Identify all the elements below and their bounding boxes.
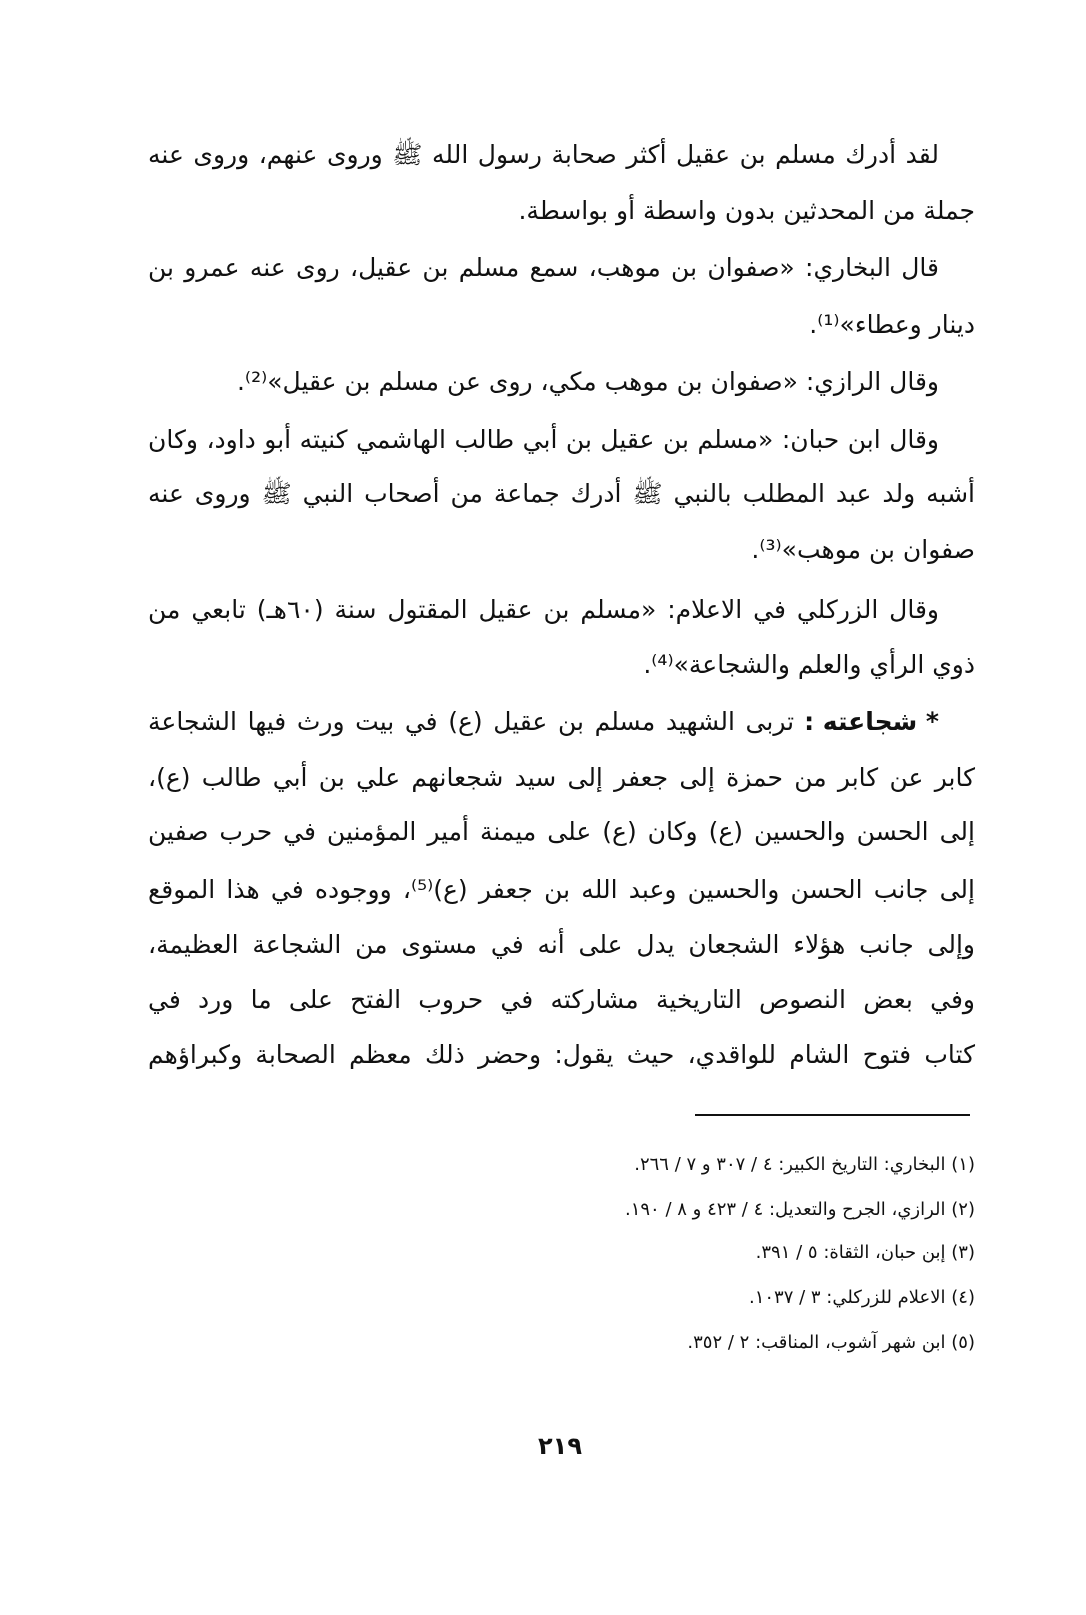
text-line: وقال الزركلي في الاعلام: «مسلم بن عقيل المقتول سنة (٦٠هـ) تابعي من bbox=[148, 595, 939, 624]
text-line: وقال الرازي: «صفوان بن موهب مكي، روى عن مسلم بن عقيل»⁽²⁾. bbox=[236, 367, 939, 396]
footnote: (٣) إبن حبان، الثقاة: ٥ / ٣٩١. bbox=[755, 1242, 975, 1263]
text-line: إلى جانب الحسن والحسين وعبد الله بن جعفر (ع)⁽⁵⁾، ووجوده في هذا الموقع bbox=[148, 875, 975, 904]
section-heading: * شجاعته : bbox=[804, 707, 939, 736]
page-number: ٢١٩ bbox=[538, 1432, 582, 1460]
text-line: لقد أدرك مسلم بن عقيل أكثر صحابة رسول الله ﷺ وروى عنهم، وروى عنه bbox=[148, 140, 939, 169]
footnote-separator bbox=[695, 1114, 970, 1116]
text-line: دينار وعطاء»⁽¹⁾. bbox=[809, 310, 975, 339]
footnote: (٢) الرازي، الجرح والتعديل: ٤ / ٤٢٣ و ٨ / ١٩٠. bbox=[624, 1199, 975, 1220]
footnote: (١) البخاري: التاريخ الكبير: ٤ / ٣٠٧ و ٧ / ٢٦٦. bbox=[634, 1154, 975, 1175]
text-line: إلى الحسن والحسين (ع) وكان (ع) على ميمنة أمير المؤمنين في حرب صفين bbox=[148, 817, 975, 846]
text-line: كتاب فتوح الشام للواقدي، حيث يقول: وحضر ذلك معظم الصحابة وكبراؤهم bbox=[148, 1040, 975, 1069]
section-line bbox=[148, 702, 975, 742]
text-line: وإلى جانب هؤلاء الشجعان يدل على أنه في مستوى من الشجاعة العظيمة، bbox=[148, 930, 975, 959]
text-line: وفي بعض النصوص التاريخية مشاركته في حروب الفتح على ما ورد في bbox=[148, 985, 975, 1014]
text-line: تربى الشهيد مسلم بن عقيل (ع) في بيت ورث فيها الشجاعة bbox=[148, 707, 795, 736]
text-line: أشبه ولد عبد المطلب بالنبي ﷺ أدرك جماعة من أصحاب النبي ﷺ وروى عنه bbox=[148, 479, 975, 508]
text-line: ذوي الرأي والعلم والشجاعة»⁽⁴⁾. bbox=[643, 650, 975, 679]
text-line: قال البخاري: «صفوان بن موهب، سمع مسلم بن عقيل، روى عنه عمرو بن bbox=[148, 253, 939, 282]
text-line: كابر عن كابر من حمزة إلى جعفر إلى سيد شجعانهم علي بن أبي طالب (ع)، bbox=[148, 763, 975, 792]
footnote: (٤) الاعلام للزركلي: ٣ / ١٠٣٧. bbox=[748, 1287, 975, 1308]
text-line: وقال ابن حبان: «مسلم بن عقيل بن أبي طالب الهاشمي كنيته أبو داود، وكان bbox=[148, 425, 939, 454]
footnote: (٥) ابن شهر آشوب، المناقب: ٢ / ٣٥٢. bbox=[687, 1332, 975, 1353]
text-line: جملة من المحدثين بدون واسطة أو بواسطة. bbox=[518, 196, 975, 225]
text-line: صفوان بن موهب»⁽³⁾. bbox=[751, 535, 975, 564]
